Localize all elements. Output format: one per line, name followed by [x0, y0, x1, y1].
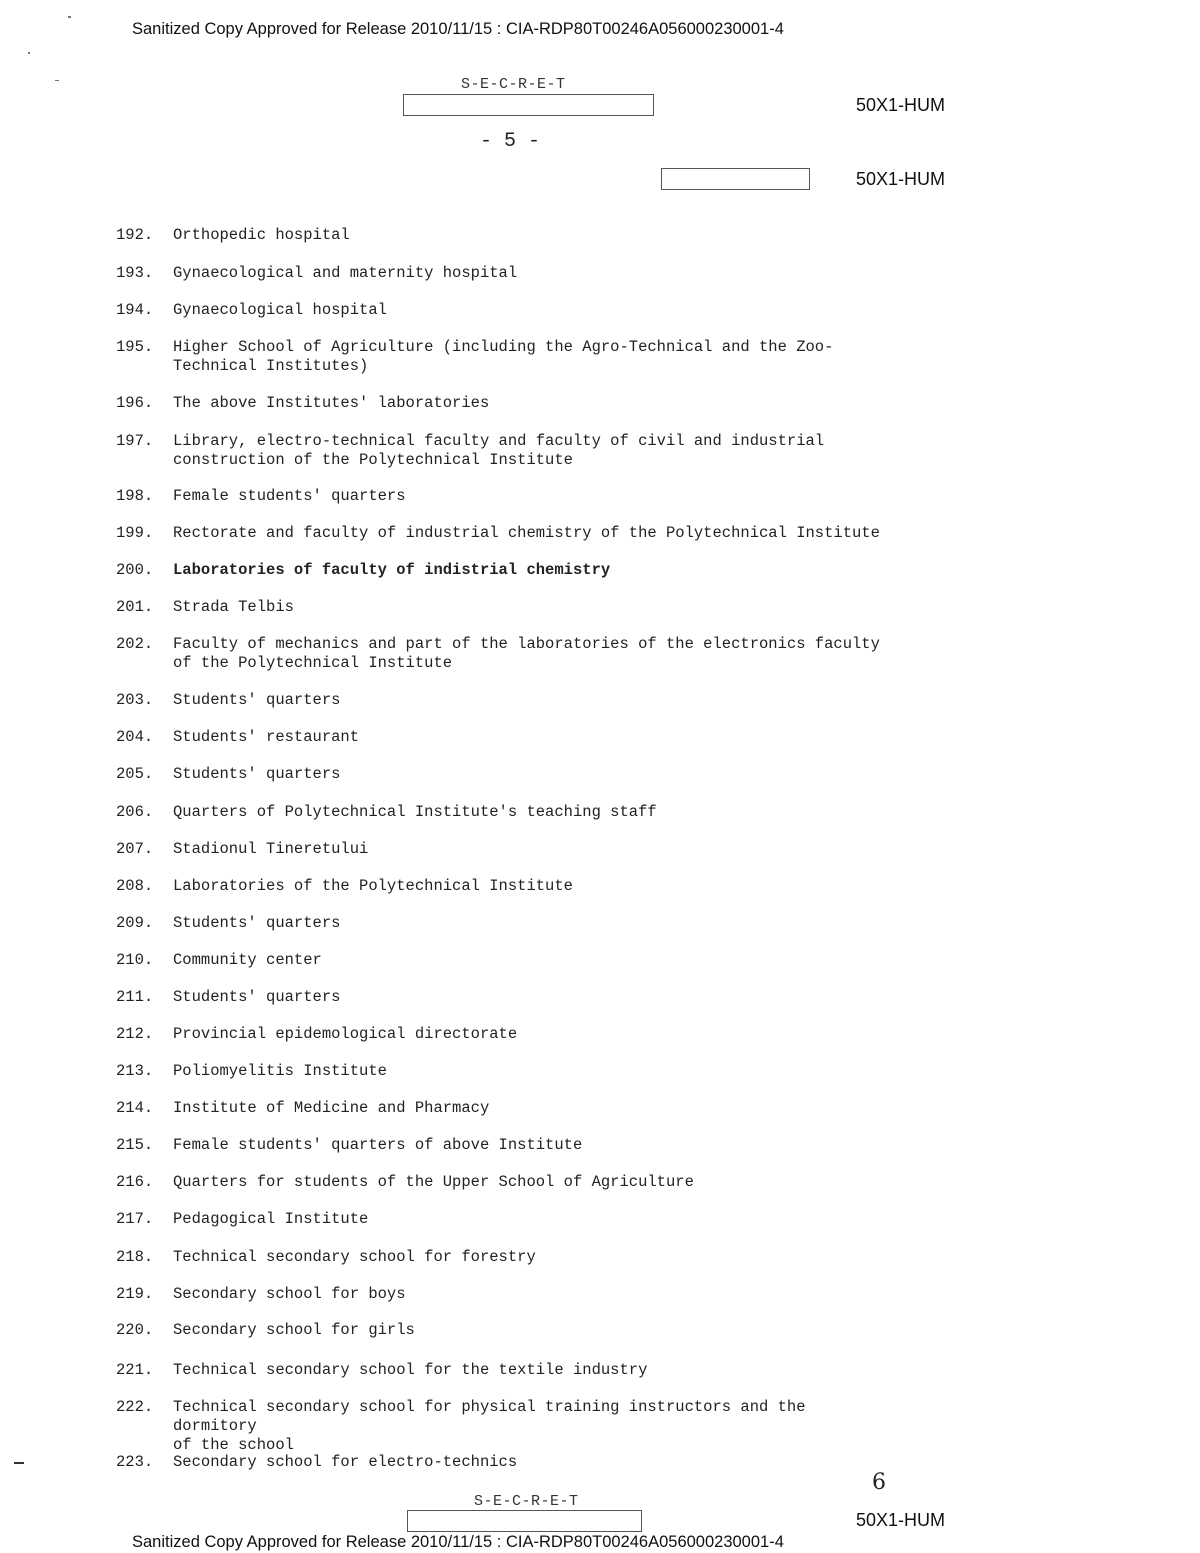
- item-text: Pedagogical Institute: [173, 1210, 369, 1228]
- exemption-label-footer: 50X1-HUM: [856, 1510, 946, 1530]
- item-number: 209.: [116, 914, 154, 932]
- item-text: Laboratories of the Polytechnical Institute: [173, 877, 573, 895]
- item-text: Community center: [173, 951, 322, 969]
- exemption-label-2: 50X1-HUM: [856, 169, 946, 189]
- item-text: Technical secondary school for the textile industry: [173, 1361, 648, 1379]
- scan-speck: [28, 52, 30, 54]
- item-number: 208.: [116, 877, 154, 895]
- item-text: The above Institutes' laboratories: [173, 394, 490, 412]
- item-number: 204.: [116, 728, 154, 746]
- item-number: 222.: [116, 1398, 154, 1416]
- classification-footer: S-E-C-R-E-T: [474, 1493, 579, 1510]
- item-text: Library, electro-technical faculty and faculty of civil and industrial construction of the Polytechnical Institute: [173, 432, 825, 469]
- item-number: 199.: [116, 524, 154, 542]
- item-text: Students' quarters: [173, 765, 341, 783]
- item-number: 196.: [116, 394, 154, 412]
- item-number: 207.: [116, 840, 154, 858]
- item-number: 220.: [116, 1321, 154, 1339]
- item-number: 217.: [116, 1210, 154, 1228]
- item-text: Provincial epidemological directorate: [173, 1025, 518, 1043]
- item-text: Students' quarters: [173, 988, 341, 1006]
- release-banner-bottom: Sanitized Copy Approved for Release 2010/11/15 : CIA-RDP80T00246A056000230001-4: [132, 1533, 784, 1551]
- item-text: Strada Telbis: [173, 598, 294, 616]
- item-text: Students' restaurant: [173, 728, 360, 746]
- release-banner-top: Sanitized Copy Approved for Release 2010/11/15 : CIA-RDP80T00246A056000230001-4: [132, 20, 784, 38]
- item-text: Students' quarters: [173, 914, 341, 932]
- scan-speck: [68, 16, 71, 18]
- item-number: 194.: [116, 301, 154, 319]
- item-number: 202.: [116, 635, 154, 653]
- item-number: 205.: [116, 765, 154, 783]
- item-number: 193.: [116, 264, 154, 282]
- item-text: Gynaecological and maternity hospital: [173, 264, 518, 282]
- redaction-box-side: [661, 168, 810, 190]
- item-text: Quarters of Polytechnical Institute's teaching staff: [173, 803, 657, 821]
- item-number: 201.: [116, 598, 154, 616]
- item-text: Female students' quarters of above Institute: [173, 1136, 583, 1154]
- item-number: 221.: [116, 1361, 154, 1379]
- item-text: Technical secondary school for physical training instructors and the dormitory of the school: [173, 1398, 806, 1454]
- page-number: - 5 -: [480, 130, 541, 153]
- item-text: Poliomyelitis Institute: [173, 1062, 387, 1080]
- item-number: 206.: [116, 803, 154, 821]
- item-text: Higher School of Agriculture (including the Agro-Technical and the Zoo- Technical Institutes): [173, 338, 834, 375]
- item-number: 211.: [116, 988, 154, 1006]
- item-number: 223.: [116, 1453, 154, 1471]
- exemption-label-1: 50X1-HUM: [856, 95, 946, 115]
- item-text: Female students' quarters: [173, 487, 406, 505]
- item-text: Secondary school for girls: [173, 1321, 415, 1339]
- scan-speck: [55, 80, 59, 81]
- item-text: Quarters for students of the Upper School of Agriculture: [173, 1173, 694, 1191]
- item-number: 192.: [116, 226, 154, 244]
- item-text: Laboratories of faculty of indistrial chemistry: [173, 561, 611, 579]
- item-text: Secondary school for electro-technics: [173, 1453, 518, 1471]
- handwritten-page-mark: 6: [872, 1470, 886, 1495]
- item-text: Institute of Medicine and Pharmacy: [173, 1099, 490, 1117]
- scan-speck: [14, 1462, 24, 1464]
- redaction-box-footer: [407, 1510, 642, 1532]
- item-text: Gynaecological hospital: [173, 301, 387, 319]
- item-text: Secondary school for boys: [173, 1285, 406, 1303]
- item-number: 210.: [116, 951, 154, 969]
- item-text: Technical secondary school for forestry: [173, 1248, 536, 1266]
- item-number: 203.: [116, 691, 154, 709]
- item-number: 215.: [116, 1136, 154, 1154]
- item-number: 200.: [116, 561, 154, 579]
- item-number: 216.: [116, 1173, 154, 1191]
- item-text: Students' quarters: [173, 691, 341, 709]
- item-number: 195.: [116, 338, 154, 356]
- item-number: 214.: [116, 1099, 154, 1117]
- item-number: 198.: [116, 487, 154, 505]
- item-number: 197.: [116, 432, 154, 450]
- item-number: 212.: [116, 1025, 154, 1043]
- item-text: Stadionul Tineretului: [173, 840, 369, 858]
- item-number: 219.: [116, 1285, 154, 1303]
- item-number: 218.: [116, 1248, 154, 1266]
- item-text: Rectorate and faculty of industrial chemistry of the Polytechnical Institute: [173, 524, 880, 542]
- classification-header: S-E-C-R-E-T: [461, 76, 566, 93]
- item-number: 213.: [116, 1062, 154, 1080]
- redaction-box-header: [403, 94, 654, 116]
- item-text: Orthopedic hospital: [173, 226, 350, 244]
- item-text: Faculty of mechanics and part of the laboratories of the electronics faculty of the Polytechnical Institute: [173, 635, 880, 672]
